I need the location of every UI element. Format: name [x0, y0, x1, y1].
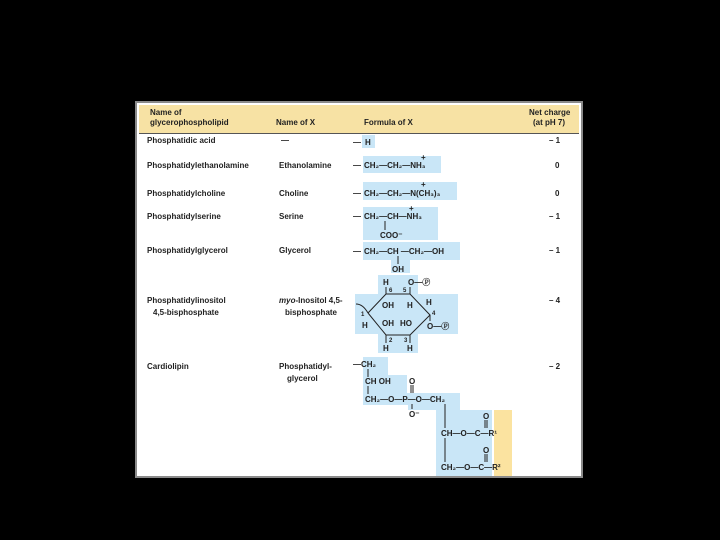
- bond-dash: —: [353, 161, 361, 170]
- row-name: Phosphatidic acid: [147, 136, 216, 145]
- carbon-number: 3: [404, 338, 408, 344]
- row-x-line2: bisphosphate: [285, 308, 338, 317]
- row-charge: 0: [555, 161, 560, 170]
- row-name-line1: Phosphatidylinositol: [147, 296, 226, 305]
- phosphate-group: O—Ⓟ: [427, 322, 450, 331]
- row-charge: – 1: [549, 246, 561, 255]
- row-x-rest: -Inositol 4,5-: [295, 296, 343, 305]
- atom: OH: [382, 301, 394, 310]
- carbon-number: 6: [389, 288, 393, 294]
- row-charge: – 1: [549, 212, 561, 221]
- row-x: Glycerol: [279, 246, 312, 255]
- bond-dash: —: [353, 212, 361, 221]
- formula-ps: CH₂—CH—NH₃: [364, 212, 422, 221]
- atom: H: [426, 298, 432, 307]
- atom: O: [409, 377, 416, 386]
- row-name: Phosphatidylethanolamine: [147, 161, 249, 170]
- row-x: Serine: [279, 212, 304, 221]
- formula-line: CH OH: [365, 377, 391, 386]
- charge-plus: +: [421, 153, 426, 162]
- atom: H: [362, 321, 368, 330]
- row-charge: – 2: [549, 362, 561, 371]
- row-x: Ethanolamine: [279, 161, 332, 170]
- row-x: Choline: [279, 189, 309, 198]
- charge-plus: +: [421, 180, 426, 189]
- atom: OH: [382, 319, 394, 328]
- carbon-number: 1: [361, 312, 365, 318]
- formula-pg: CH₂—CH —CH₂—OH: [364, 247, 444, 256]
- bond-dash: —: [353, 247, 361, 256]
- row-charge: – 4: [549, 296, 561, 305]
- charge-plus: +: [409, 204, 414, 213]
- atom: O: [483, 412, 490, 421]
- carbon-number: 2: [389, 338, 393, 344]
- row-name: Phosphatidylglycerol: [147, 246, 228, 255]
- header-name-line1: Name of: [150, 108, 182, 117]
- formula-pg-sub: OH: [392, 265, 404, 274]
- row-x: —: [281, 136, 289, 145]
- formula-ps-sub: COO⁻: [380, 231, 403, 240]
- row-name: Cardiolipin: [147, 362, 189, 371]
- header-charge-line2: (at pH 7): [533, 118, 565, 127]
- formula-line: —CH₂: [353, 360, 377, 369]
- atom: H: [407, 301, 413, 310]
- formula-line: CH—O—C—R¹: [441, 429, 497, 438]
- header-name-line2: glycerophospholipid: [150, 118, 229, 127]
- row-charge: 0: [555, 189, 560, 198]
- header-name-of-x: Name of X: [276, 118, 316, 127]
- formula-h: H: [365, 138, 371, 147]
- row-x-line2: glycerol: [287, 374, 318, 383]
- carbon-number: 4: [432, 311, 436, 317]
- atom: H: [383, 278, 389, 287]
- atom: O: [483, 446, 490, 455]
- formula-line: CH₂—O—P—O—CH₂: [365, 395, 445, 404]
- formula-line: CH₂—O—C—R²: [441, 463, 501, 472]
- formula-pe: CH₂—CH₂—NH₃: [364, 161, 426, 170]
- row-name: Phosphatidylcholine: [147, 189, 226, 198]
- carbon-number: 5: [403, 288, 407, 294]
- atom: HO: [400, 319, 412, 328]
- formula-pc: CH₂—CH₂—N(CH₃)₃: [364, 189, 441, 198]
- row-x-italic: myo: [279, 296, 296, 305]
- atom: H: [407, 344, 413, 353]
- bond-dash: —: [353, 138, 361, 147]
- row-name-line2: 4,5-bisphosphate: [153, 308, 219, 317]
- row-charge: – 1: [549, 136, 561, 145]
- bond-dash: —: [353, 189, 361, 198]
- header-formula: Formula of X: [364, 118, 413, 127]
- atom: H: [383, 344, 389, 353]
- phosphate-group: O—Ⓟ: [408, 278, 431, 287]
- atom: O⁻: [409, 410, 420, 419]
- header-charge-line1: Net charge: [529, 108, 571, 117]
- row-name: Phosphatidylserine: [147, 212, 221, 221]
- row-x-line1: Phosphatidyl-: [279, 362, 332, 371]
